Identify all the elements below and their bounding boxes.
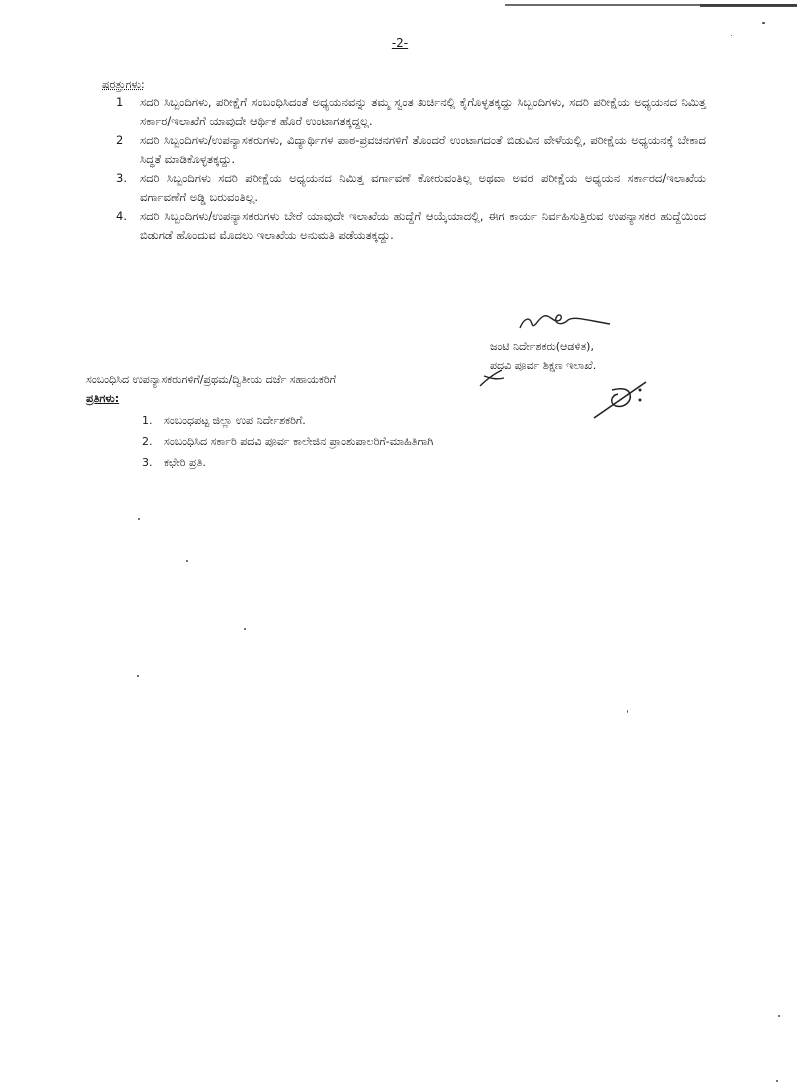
copy-number: 1. xyxy=(142,414,153,427)
copies-heading: ಪ್ರತಿಗಳು: xyxy=(86,392,120,405)
condition-text: ಸದರಿ ಸಿಬ್ಬಂದಿಗಳು, ಪರೀಕ್ಷೆಗೆ ಸಂಬಂಧಿಸಿದಂತೆ ಅಧ್ಯಯನವನ್ನು ತಮ್ಮ ಸ್ವಂತ ಖರ್ಚಿನಲ್ಲಿ ಕೈಗೊಳ್ಳತಕ್ಕದ್ದು ಸಿಬ್ಬಂದಿಗಳು, ಸದರಿ ಪರೀಕ್ಷೆಯ ಅಧ್ಯಯನದ ನಿಮಿತ್ತ ಸರ್ಕಾರ/ಇಲಾಖೆಗೆ ಯಾವುದೇ ಆರ್ಥಿಕ ಹೊರೆ ಉಂಟಾಗತಕ್ಕದ್ದಲ್ಲ. xyxy=(140,95,706,128)
copy-number: 2. xyxy=(142,435,153,448)
copy-text: ಕಛೇರಿ ಪ್ರತಿ. xyxy=(164,456,206,469)
condition-item xyxy=(116,207,706,245)
copy-text: ಸಂಬಂಧಿಸಿದ ಸರ್ಕಾರಿ ಪದವಿ ಪೂರ್ವ ಕಾಲೇಜಿನ ಪ್ರಾಂಶುಪಾಲರಿಗೆ-ಮಾಹಿತಿಗಾಗಿ xyxy=(164,435,434,448)
scan-speck xyxy=(137,675,139,677)
signatory-department: ಪದವಿ ಪೂರ್ವ ಶಿಕ್ಷಣ ಇಲಾಖೆ. xyxy=(490,359,597,372)
initials-signature-icon xyxy=(590,378,650,422)
signature-icon xyxy=(516,310,616,336)
scan-speck xyxy=(762,22,765,24)
copy-item xyxy=(142,410,433,431)
scan-speck xyxy=(627,710,628,713)
page-number: -2- xyxy=(391,36,409,50)
recipient-line: ಸಂಬಂಧಿಸಿದ ಉಪನ್ಯಾಸಕರುಗಳಿಗೆ/ಪ್ರಥಮ/ದ್ವಿತೀಯ ದರ್ಜೆ ಸಹಾಯಕರಿಗೆ xyxy=(86,373,337,386)
signatory-title: ಜಂಟಿ ನಿರ್ದೇಶಕರು(ಆಡಳಿತ), xyxy=(490,340,594,353)
condition-text: ಸದರಿ ಸಿಬ್ಬಂದಿಗಳು/ಉಪನ್ಯಾಸಕರುಗಳು, ವಿದ್ಯಾರ್ಥಿಗಳ ಪಾಠ-ಪ್ರವಚನಗಳಿಗೆ ತೊಂದರೆ ಉಂಟಾಗದಂತೆ ಬಿಡುವಿನ ವೇಳೆಯಲ್ಲಿ, ಪರೀಕ್ಷೆಯ ಅಧ್ಯಯನಕ್ಕೆ ಬೇಕಾದ ಸಿದ್ಧತೆ ಮಾಡಿಕೊಳ್ಳತಕ್ಕದ್ದು. xyxy=(140,133,706,166)
condition-item xyxy=(116,131,706,169)
condition-number: 4. xyxy=(116,209,127,223)
condition-number: 3. xyxy=(116,171,127,185)
scan-speck xyxy=(186,560,188,562)
scan-speck xyxy=(244,628,246,630)
copy-item xyxy=(142,452,433,473)
copy-text: ಸಂಬಂಧಪಟ್ಟ ಜಿಲ್ಲಾ ಉಪ ನಿರ್ದೇಶಕರಿಗೆ. xyxy=(164,414,306,427)
condition-text: ಸದರಿ ಸಿಬ್ಬಂದಿಗಳು/ಉಪನ್ಯಾಸಕರುಗಳು ಬೇರೆ ಯಾವುದೇ ಇಲಾಖೆಯ ಹುದ್ದೆಗೆ ಆಯ್ಕೆಯಾದಲ್ಲಿ, ಈಗ ಕಾರ್ಯ ನಿರ್ವಹಿಸುತ್ತಿರುವ ಉಪನ್ಯಾಸಕರ ಹುದ್ದೆಯಿಂದ ಬಿಡುಗಡೆ ಹೊಂದುವ ಮೊದಲು ಇಲಾಖೆಯ ಅನುಮತಿ ಪಡೆಯತಕ್ಕದ್ದು. xyxy=(140,209,706,242)
copies-list xyxy=(142,410,433,473)
condition-number: 1 xyxy=(116,95,124,109)
conditions-heading: ಷರತ್ತುಗಳು: xyxy=(102,78,145,91)
copy-number: 3. xyxy=(142,456,153,469)
condition-number: 2 xyxy=(116,133,124,147)
scan-edge-line-thick xyxy=(700,4,797,7)
scan-speck xyxy=(138,518,140,520)
condition-item xyxy=(116,169,706,207)
copy-item xyxy=(142,431,433,452)
conditions-list xyxy=(116,93,706,245)
scan-speck xyxy=(776,1080,778,1082)
scan-speck xyxy=(778,1015,780,1017)
condition-item xyxy=(116,93,706,131)
condition-text: ಸದರಿ ಸಿಬ್ಬಂದಿಗಳು ಸದರಿ ಪರೀಕ್ಷೆಯ ಅಧ್ಯಯನದ ನಿಮಿತ್ತ ವರ್ಗಾವಣೆ ಕೋರುವಂತಿಲ್ಲ ಅಥವಾ ಅವರ ಪರೀಕ್ಷೆಯ ಅಧ್ಯಯನ ಸರ್ಕಾರದ/ಇಲಾಖೆಯ ವರ್ಗಾವಣೆಗೆ ಅಡ್ಡಿ ಬರುವಂತಿಲ್ಲ. xyxy=(140,171,706,204)
initials-icon xyxy=(478,368,506,388)
